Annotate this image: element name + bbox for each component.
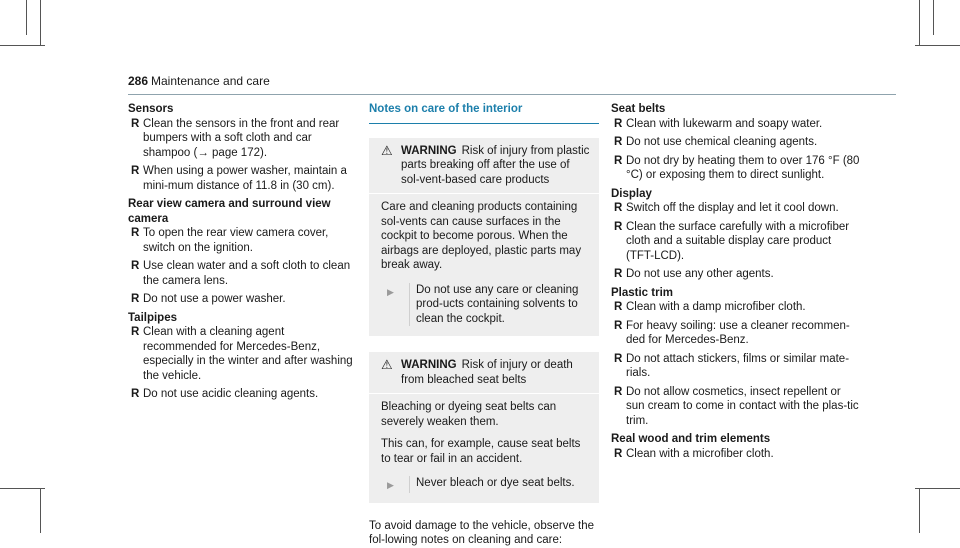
bullet-icon: R: [614, 136, 623, 148]
list-item: R Do not allow cosmetics, insect repellent or sun cream to come in contact with the plas-tic trim.: [614, 385, 859, 427]
play-arrow-icon: ▶: [387, 286, 394, 297]
camera-list: [128, 226, 358, 307]
closing-paragraph: To avoid damage to the vehicle, observe the fol-lowing notes on cleaning and care:: [369, 519, 595, 546]
list-item: R Clean the surface carefully with a microfiber cloth and a suitable display care product (TFT-LCD).: [614, 220, 850, 262]
warning-action-text: Never bleach or dye seat belts.: [409, 476, 575, 493]
tailpipes-list: [128, 325, 358, 402]
bullet-icon: R: [614, 352, 623, 365]
list-item: R Do not attach stickers, films or similar mate-rials.: [614, 352, 850, 379]
warning-text: This can, for example, cause seat belts to tear or fail in an accident.: [381, 438, 581, 465]
crop-mark: [919, 488, 920, 533]
warning-box: [369, 138, 599, 337]
bullet-icon: R: [131, 260, 140, 272]
bullet-icon: R: [614, 301, 623, 313]
list-item: R Clean with a cleaning agent recommended for Mercedes-Benz, especially in the winter and after washing the vehicle.: [131, 326, 353, 382]
bullet-icon: R: [131, 388, 140, 400]
wood-trim-heading: Real wood and trim elements: [611, 433, 771, 445]
tailpipes-heading: Tailpipes: [128, 311, 177, 324]
crop-mark: [40, 488, 41, 533]
crop-mark: [40, 0, 41, 45]
list-item: R Use clean water and a soft cloth to clean the camera lens.: [131, 260, 351, 287]
list-item: R Do not dry by heating them to over 176 °F (80 °C) or exposing them to direct sunlight.: [614, 154, 860, 181]
warning-title: Risk of injury from plastic parts breaking off after the use of sol-vent-based care products: [401, 144, 590, 186]
warning-text: Bleaching or dyeing seat belts can severely weaken them.: [381, 401, 557, 428]
warning-header: [369, 352, 599, 394]
list-item: R When using a power washer, maintain a mini-mum distance of 11.8 in (30 cm).: [131, 165, 347, 192]
list-item: R Do not use any other agents.: [614, 268, 774, 280]
list-item: R Clean with a microfiber cloth.: [614, 447, 774, 460]
bullet-icon: R: [614, 268, 623, 280]
seat-belts-list: [611, 117, 861, 183]
plastic-trim-heading: Plastic trim: [611, 286, 673, 299]
bullet-icon: R: [131, 293, 140, 305]
column-1: [128, 102, 358, 406]
bullet-icon: R: [131, 165, 140, 177]
bullet-icon: R: [131, 117, 140, 130]
crop-mark: [26, 0, 27, 35]
play-arrow-icon: ▶: [387, 480, 394, 490]
list-item: R Switch off the display and let it cool down.: [614, 202, 839, 214]
crop-mark: [933, 0, 934, 35]
warning-body: [369, 394, 599, 503]
list-item: R Do not use a power washer.: [131, 293, 286, 305]
section-title: Maintenance and care: [151, 74, 270, 88]
crop-mark: [919, 0, 920, 45]
warning-icon: ⚠: [381, 357, 393, 372]
warning-body: [369, 194, 599, 336]
bullet-icon: R: [614, 319, 623, 332]
warning-text: Care and cleaning products containing sol-vents can cause surfaces in the cockpit to become porous. When the airbags are deployed, plastic parts may break away.: [381, 201, 582, 271]
column-3: [611, 102, 861, 465]
header-rule: [128, 94, 896, 95]
bullet-icon: R: [614, 385, 623, 398]
bullet-icon: R: [131, 326, 140, 338]
display-list: [611, 201, 861, 282]
sensors-list: [128, 117, 358, 194]
warning-box: [369, 352, 599, 503]
bullet-icon: R: [614, 154, 623, 167]
sensors-heading: Sensors: [128, 103, 174, 115]
bullet-icon: R: [614, 447, 623, 460]
crop-mark: [915, 45, 960, 46]
warning-label: WARNING: [401, 144, 457, 157]
list-item: R Clean with a damp microfiber cloth.: [614, 301, 806, 313]
warning-label: WARNING: [401, 359, 457, 371]
bullet-icon: R: [614, 117, 623, 130]
seat-belts-heading: Seat belts: [611, 103, 666, 115]
list-item: R To open the rear view camera cover, switch on the ignition.: [131, 227, 329, 254]
bullet-icon: R: [131, 227, 140, 239]
warning-title: Risk of injury or death from bleached seat belts: [401, 359, 573, 386]
camera-heading: Rear view camera and surround view camera: [128, 198, 331, 225]
list-item: R Clean the sensors in the front and rear bumpers with a soft cloth and car shampoo (→ page 172).: [131, 117, 340, 159]
interior-care-heading: Notes on care of the interior: [369, 102, 599, 124]
crop-mark: [0, 45, 45, 46]
column-2: [369, 102, 599, 548]
warning-action-text: Do not use any care or cleaning prod-ucts containing solvents to clean the cockpit.: [409, 283, 589, 327]
wood-trim-list: [611, 447, 861, 462]
bullet-icon: R: [614, 202, 623, 214]
list-item: R Clean with lukewarm and soapy water.: [614, 117, 823, 130]
warning-icon: ⚠: [381, 142, 393, 158]
warning-action: [381, 281, 589, 329]
bullet-icon: R: [614, 220, 623, 233]
list-item: R For heavy soiling: use a cleaner recommen-ded for Mercedes-Benz.: [614, 319, 850, 346]
warning-action: [381, 474, 589, 495]
list-item: R Do not use chemical cleaning agents.: [614, 136, 818, 148]
page-number: 286: [128, 74, 149, 88]
crop-mark: [915, 488, 960, 489]
plastic-trim-list: [611, 300, 861, 428]
crop-mark: [0, 488, 45, 489]
list-item: R Do not use acidic cleaning agents.: [131, 388, 319, 400]
warning-header: [369, 138, 599, 195]
display-heading: Display: [611, 187, 652, 200]
